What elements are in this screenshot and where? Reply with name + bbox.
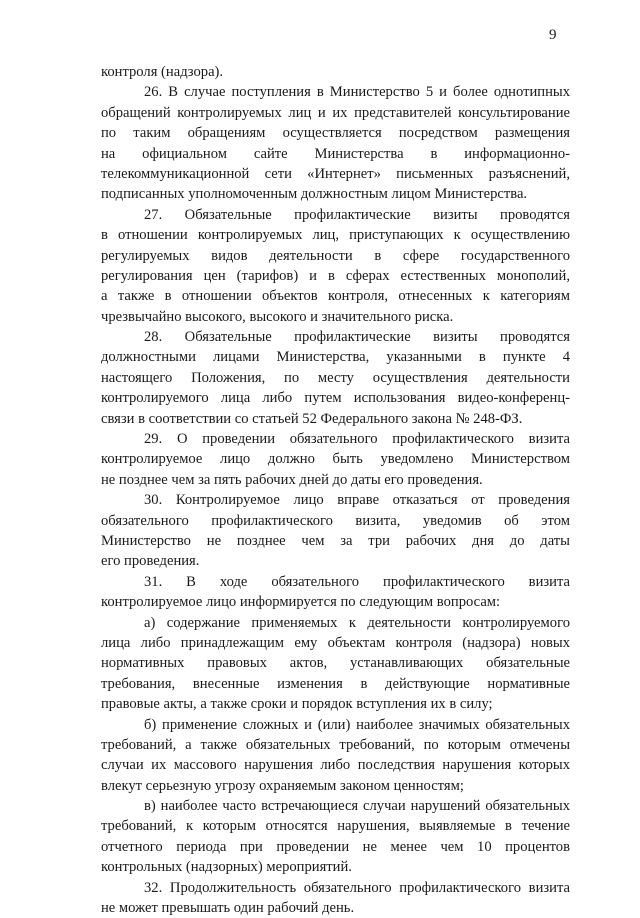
text-line: контролируемого лица либо путем использования видео-конференц- [101,390,570,407]
text-line: правовые акты, а также сроки и порядок вступления их в силу; [101,696,493,713]
text-line: в отношении контролируемых лиц, приступающих к осуществлению [101,227,570,244]
text-line: Министерство не позднее чем за три рабочих дня до даты [101,532,570,549]
text-line: на официальном сайте Министерства в информационно- [101,145,570,162]
text-line: его проведения. [101,553,200,570]
page-number: 9 [549,27,557,43]
text-line: контролируемое лицо должно быть уведомлено Министерством [101,451,570,468]
text-line: не может превышать один рабочий день. [101,900,355,917]
paragraph-first-line: 28. Обязательные профилактические визиты проводятся [144,329,570,346]
document-body [101,62,570,918]
text-line: настоящего Положения, по месту осуществления деятельности [101,369,570,386]
text-line: случаи их массового нарушения либо последствия нарушения которых [101,757,570,774]
paragraph-first-line: б) применение сложных и (или) наиболее значимых обязательных [144,716,570,733]
text-line: обращений контролируемых лиц и их представителей консультирование [101,104,570,121]
text-line: подписанных уполномоченным должностным лицом Министерства. [101,186,528,203]
text-line: должностными лицами Министерства, указанными в пункте 4 [101,349,570,366]
paragraph-first-line: в) наиболее часто встречающиеся случаи нарушений обязательных [144,798,570,815]
text-line: регулирования цен (тарифов) и в сферах естественных монополий, [101,267,570,284]
paragraph-first-line: 31. В ходе обязательного профилактического визита [144,573,570,590]
paragraph-first-line: 32. Продолжительность обязательного профилактического визита [144,879,570,896]
text-line: чрезвычайно высокого, высокого и значительного риска. [101,308,454,325]
text-line: нормативных правовых актов, устанавливающих обязательные [101,655,570,672]
paragraph-first-line: 27. Обязательные профилактические визиты проводятся [144,206,570,223]
text-line: требования, внесенные изменения в действующие нормативные [101,675,570,692]
text-line: не позднее чем за пять рабочих дней до даты его проведения. [101,471,483,488]
paragraph-first-line: 29. О проведении обязательного профилактического визита [144,431,570,448]
text-line: лица либо принадлежащим ему объектам контроля (надзора) новых [101,634,570,651]
text-line: влекут серьезную угрозу охраняемым законом ценностям; [101,777,464,794]
text-line: а также в отношении объектов контроля, отнесенных к категориям [101,288,570,305]
paragraph-first-line: 26. В случае поступления в Министерство 5 и более однотипных [144,84,570,101]
text-line: требований, а также обязательных требований, по которым отмечены [101,736,570,753]
text-line: требований, к которым относятся нарушения, выявляемые в течение [101,818,570,835]
text-line: контрольных (надзорных) мероприятий. [101,859,352,876]
text-line: отчетного периода при проведении не менее чем 10 процентов [101,838,570,855]
paragraph-first-line: а) содержание применяемых к деятельности контролируемого [144,614,570,631]
text-line: обязательного профилактического визита, уведомив об этом [101,512,570,529]
text-line: контроля (надзора). [101,64,224,80]
text-line: регулируемых видов деятельности в сфере государственного [101,247,570,264]
text-line: контролируемое лицо информируется по следующим вопросам: [101,594,501,611]
text-line: телекоммуникационной сети «Интернет» письменных разъяснений, [101,165,570,182]
paragraph-first-line: 30. Контролируемое лицо вправе отказаться от проведения [144,492,570,509]
text-line: связи в соответствии со статьей 52 Федерального закона № 248-ФЗ. [101,410,523,427]
text-line: по таким обращениям осуществляется посредством размещения [101,125,570,142]
